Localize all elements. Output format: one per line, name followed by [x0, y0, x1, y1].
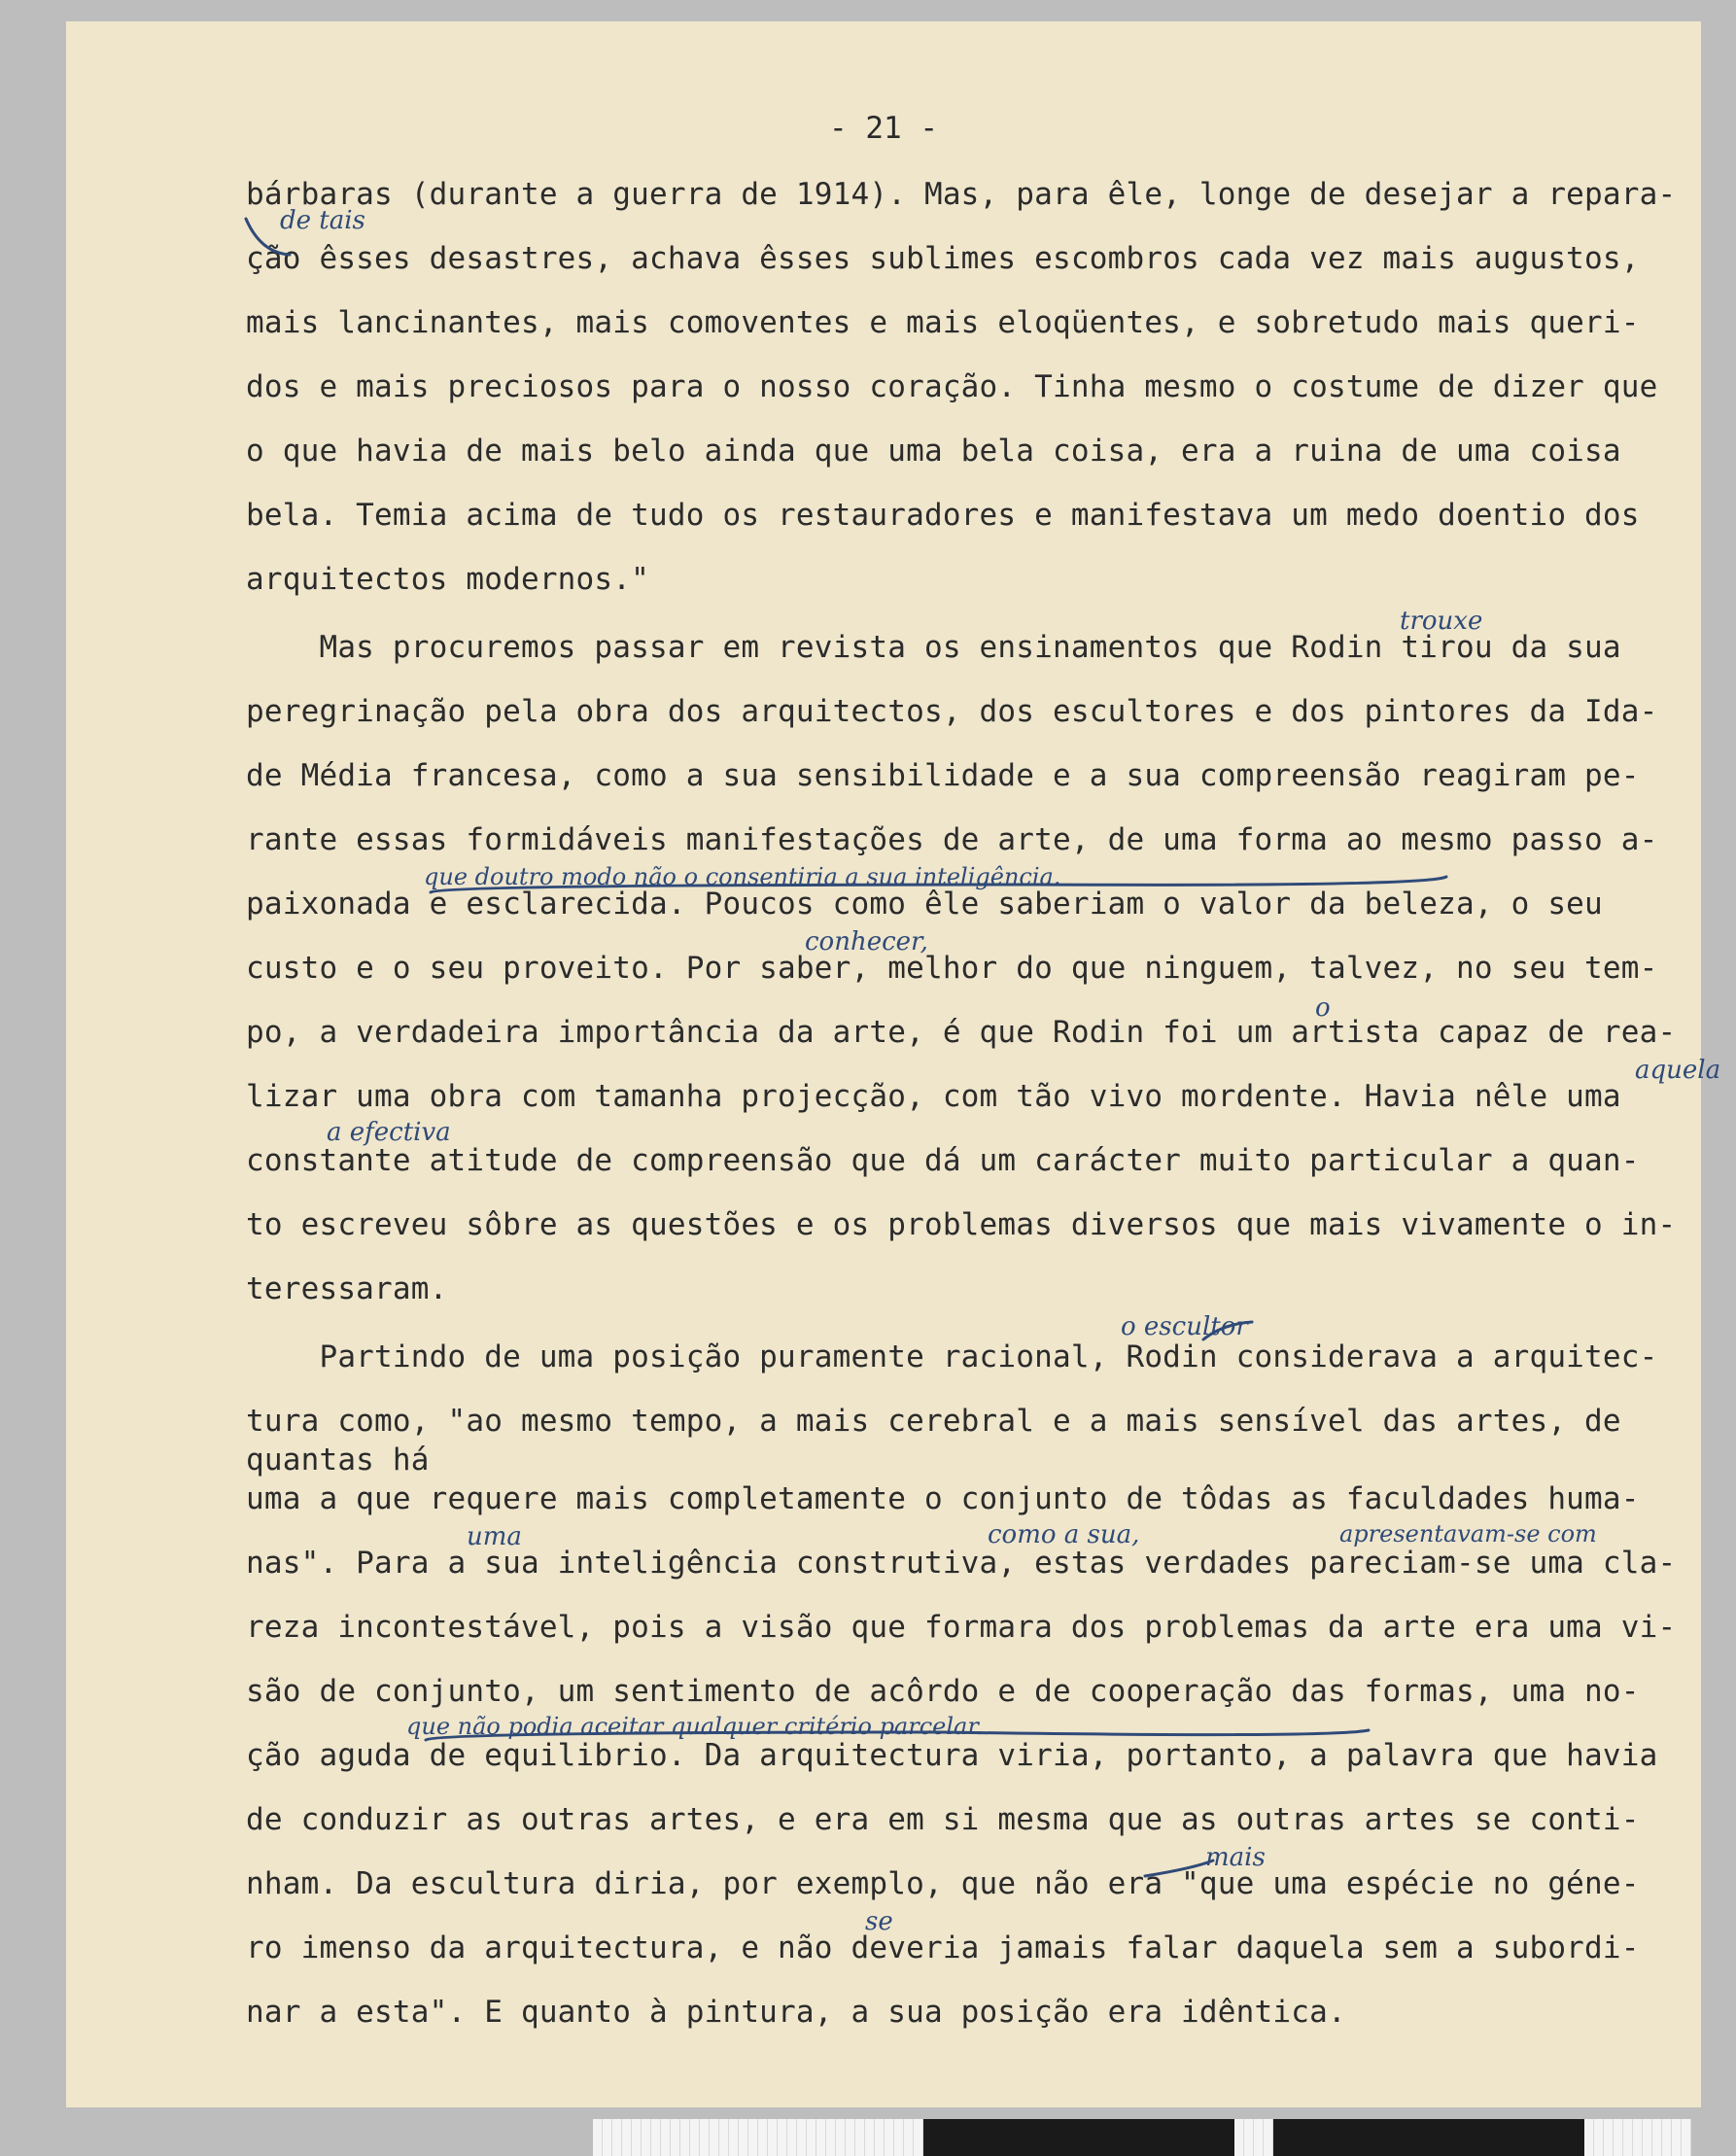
body-line: o que havia de mais belo ainda que uma bela coisa, era a ruina de uma coisa [246, 434, 1621, 469]
body-line: constante atitude de compreensão que dá um carácter muito particular a quan- [246, 1143, 1640, 1178]
body-line: nas". Para a sua inteligência construtiva, estas verdades pareciam-se uma cla- [246, 1546, 1677, 1581]
scale-ruler [593, 2119, 1691, 2156]
body-line: ro imenso da arquitectura, e não deveria jamais falar daquela sem a subordi- [246, 1930, 1640, 1965]
body-line: rante essas formidáveis manifestações de arte, de uma forma ao mesmo passo a- [246, 822, 1658, 857]
body-line: mais lancinantes, mais comoventes e mais eloqüentes, e sobretudo mais queri- [246, 305, 1640, 340]
handwritten-note: apresentavam-se com [1339, 1520, 1597, 1547]
body-line: quantas há [246, 1443, 430, 1478]
handwritten-note: se [865, 1907, 893, 1936]
body-line: bárbaras (durante a guerra de 1914). Mas, para êle, longe de desejar a repara- [246, 177, 1677, 212]
body-line: po, a verdadeira importância da arte, é que Rodin foi um artista capaz de rea- [246, 1015, 1677, 1050]
handwritten-note: aquela [1635, 1056, 1721, 1085]
handwritten-note: uma [467, 1522, 522, 1551]
body-line: teressaram. [246, 1271, 448, 1306]
handwritten-note: mais [1205, 1843, 1266, 1872]
handwritten-note: a efectiva [327, 1118, 451, 1147]
body-line: Mas procuremos passar em revista os ensinamentos que Rodin tirou da sua [246, 630, 1621, 665]
body-line: tura como, "ao mesmo tempo, a mais cerebral e a mais sensível das artes, de [246, 1404, 1621, 1439]
body-line: peregrinação pela obra dos arquitectos, dos escultores e dos pintores da Ida- [246, 694, 1658, 729]
handwritten-note: trouxe [1400, 607, 1483, 636]
handwritten-note: conhecer, [805, 927, 928, 956]
body-line: ção aguda de equilibrio. Da arquitectura viria, portanto, a palavra que havia [246, 1738, 1658, 1773]
ruler-block [923, 2119, 1234, 2156]
handwritten-note: de tais [280, 206, 365, 235]
body-line: uma a que requere mais completamente o conjunto de tôdas as faculdades huma- [246, 1481, 1640, 1516]
body-line: nham. Da escultura diria, por exemplo, que não era "que uma espécie no géne- [246, 1866, 1640, 1901]
body-line: to escreveu sôbre as questões e os problemas diversos que mais vivamente o in- [246, 1207, 1677, 1242]
body-line: lizar uma obra com tamanha projecção, com tão vivo mordente. Havia nêle uma [246, 1079, 1621, 1114]
page-number: - 21 - [829, 111, 938, 146]
handwritten-note: o escultor [1121, 1312, 1248, 1341]
handwritten-note: que doutro modo não o consentiria a sua inteligência. [424, 863, 1061, 890]
ruler-block [1273, 2119, 1584, 2156]
body-line: bela. Temia acima de tudo os restauradores e manifestava um medo doentio dos [246, 498, 1640, 533]
body-line: custo e o seu proveito. Por saber, melhor do que ninguem, talvez, no seu tem- [246, 951, 1658, 986]
body-line: nar a esta". E quanto à pintura, a sua posição era idêntica. [246, 1995, 1346, 2030]
handwritten-note: que não podia aceitar qualquer critério parcelar. [406, 1713, 984, 1740]
body-line: ção êsses desastres, achava êsses sublimes escombros cada vez mais augustos, [246, 241, 1640, 276]
body-line: paixonada e esclarecida. Poucos como êle saberiam o valor da beleza, o seu [246, 887, 1603, 922]
body-line: reza incontestável, pois a visão que formara dos problemas da arte era uma vi- [246, 1610, 1677, 1645]
body-line: dos e mais preciosos para o nosso coração. Tinha mesmo o costume de dizer que [246, 369, 1658, 404]
handwritten-note: o [1315, 993, 1331, 1023]
body-line: Partindo de uma posição puramente racional, Rodin considerava a arquitec- [246, 1339, 1658, 1374]
body-line: de conduzir as outras artes, e era em si mesma que as outras artes se conti- [246, 1802, 1640, 1837]
body-line: de Média francesa, como a sua sensibilidade e a sua compreensão reagiram pe- [246, 758, 1640, 793]
body-line: são de conjunto, um sentimento de acôrdo e de cooperação das formas, uma no- [246, 1674, 1640, 1709]
document-page [66, 21, 1721, 2107]
handwritten-note: como a sua, [988, 1520, 1140, 1549]
body-line: arquitectos modernos." [246, 562, 649, 597]
